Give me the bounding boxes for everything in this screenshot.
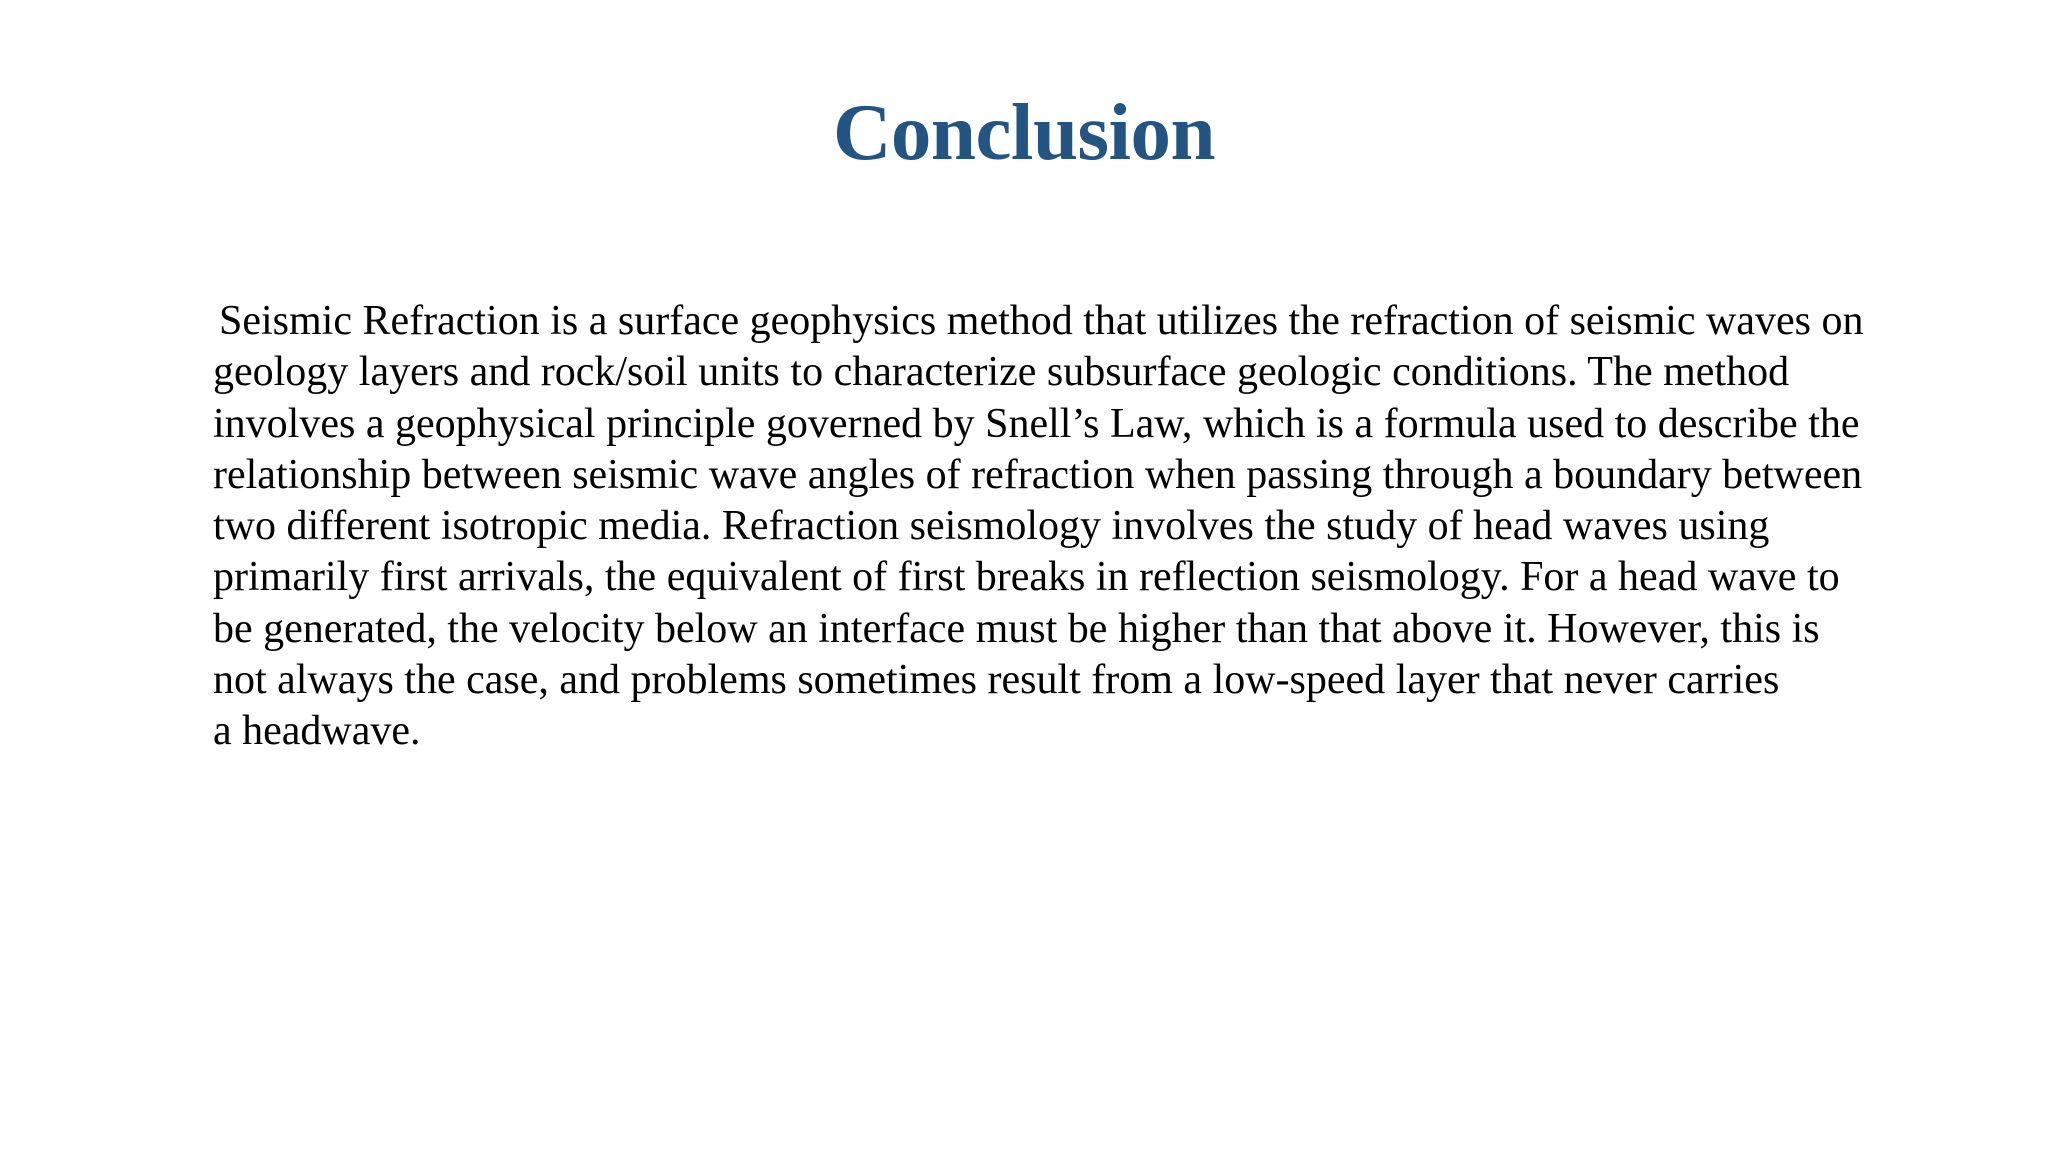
paragraph-line: not always the case, and problems sometimes result from a low-speed layer that never carries <box>213 657 1780 704</box>
conclusion-paragraph <box>213 296 1903 758</box>
paragraph-line: be generated, the velocity below an interface must be higher than that above it. However, this is <box>213 605 1820 652</box>
paragraph-line: a headwave. <box>213 708 421 755</box>
paragraph-line: Seismic Refraction is a surface geophysics method that utilizes the refraction of seismic waves on <box>219 298 1864 344</box>
paragraph-line: primarily first arrivals, the equivalent of first breaks in reflection seismology. For a head wave to <box>213 554 1840 601</box>
paragraph-line: two different isotropic media. Refraction seismology involves the study of head waves using <box>213 503 1770 550</box>
paragraph-line: geology layers and rock/soil units to characterize subsurface geologic conditions. The method <box>213 349 1790 396</box>
paragraph-line: involves a geophysical principle governed by Snell’s Law, which is a formula used to describe the <box>213 400 1860 447</box>
slide-title: Conclusion <box>832 87 1216 177</box>
paragraph-line: relationship between seismic wave angles of refraction when passing through a boundary between <box>213 451 1863 498</box>
